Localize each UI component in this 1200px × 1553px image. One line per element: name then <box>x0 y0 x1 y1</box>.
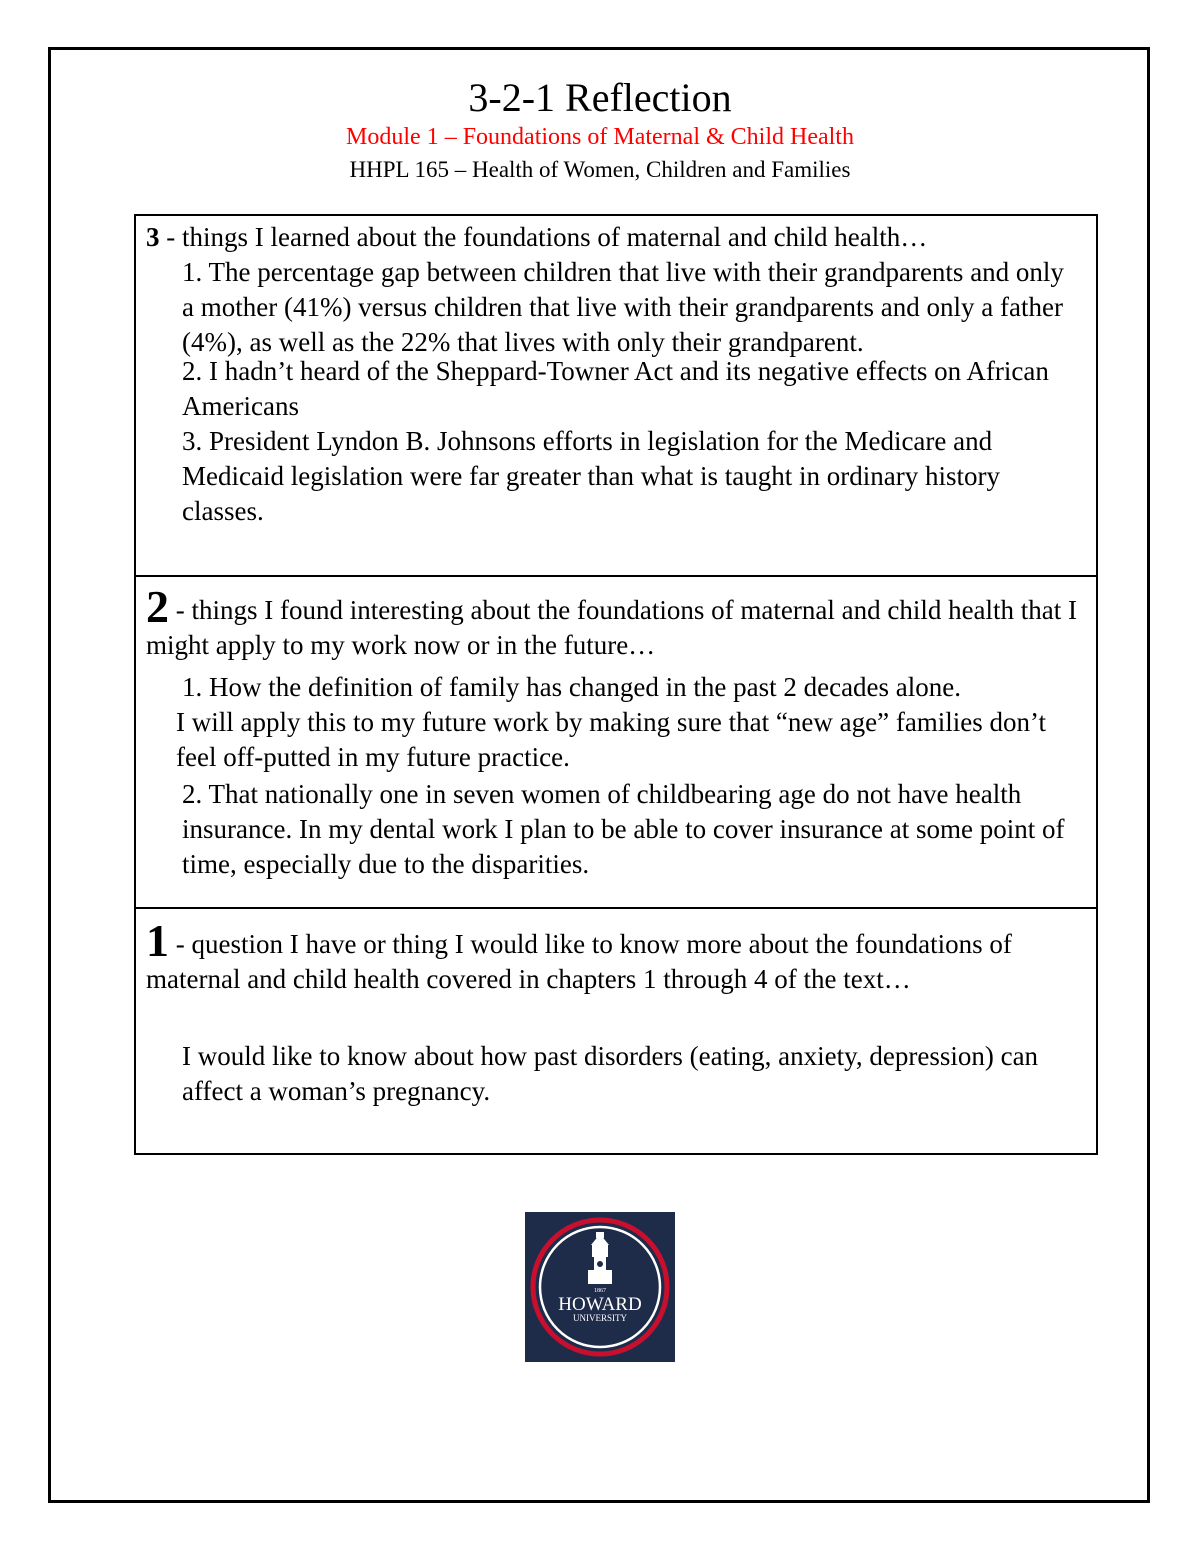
section-three-intro <box>146 220 1086 255</box>
howard-university-logo <box>525 1212 675 1362</box>
logo-line1: HOWARD <box>558 1294 642 1315</box>
section-two-intro-text: - things I found interesting about the foundations of maternal and child health that I might apply to my work now or in the future… <box>146 595 1078 660</box>
section-three-number: 3 <box>146 222 160 252</box>
section-one-intro <box>146 915 1086 997</box>
section-three-item-2: 2. I hadn’t heard of the Sheppard-Towner Act and its negative effects on African Americans <box>182 356 1049 421</box>
section-two-item-2: 2. That nationally one in seven women of childbearing age do not have health insurance. In my dental work I plan to be able to cover insurance at some point of time, especially due to the disparities. <box>182 779 1065 879</box>
logo-line2: UNIVERSITY <box>573 1313 627 1323</box>
section-one-box <box>134 907 1098 1155</box>
section-two-item-1: 1. How the definition of family has changed in the past 2 decades alone. <box>182 672 962 702</box>
section-one-number: 1 <box>146 915 169 966</box>
section-three-item-3: 3. President Lyndon B. Johnsons efforts in legislation for the Medicare and Medicaid legislation were far greater than what is taught in ordinary history classes. <box>182 426 1000 526</box>
module-subtitle: Module 1 – Foundations of Maternal & Child Health <box>346 124 854 150</box>
section-two-item-1-note: I will apply this to my future work by making sure that “new age” families don’t feel off-putted in my future practice. <box>176 707 1047 772</box>
logo-year: 1867 <box>594 1288 606 1294</box>
section-two-intro <box>146 581 1086 663</box>
course-subtitle: HHPL 165 – Health of Women, Children and Families <box>349 157 851 182</box>
section-two-box <box>134 575 1098 909</box>
section-one-intro-text: - question I have or thing I would like to know more about the foundations of maternal and child health covered in chapters 1 through 4 of the text… <box>146 929 1012 994</box>
section-three-box <box>134 214 1098 577</box>
page-title: 3-2-1 Reflection <box>468 75 732 120</box>
section-three-intro-text: - things I learned about the foundations of maternal and child health… <box>159 222 928 252</box>
section-one-item-1: I would like to know about how past disorders (eating, anxiety, depression) can affect a woman’s pregnancy. <box>182 1041 1039 1106</box>
section-two-number: 2 <box>146 581 169 632</box>
section-three-item-1: 1. The percentage gap between children that live with their grandparents and only a mother (41%) versus children that live with their grandparents and only a father (4%), as well as the 22% that lives with only their grandparent. <box>182 257 1064 357</box>
